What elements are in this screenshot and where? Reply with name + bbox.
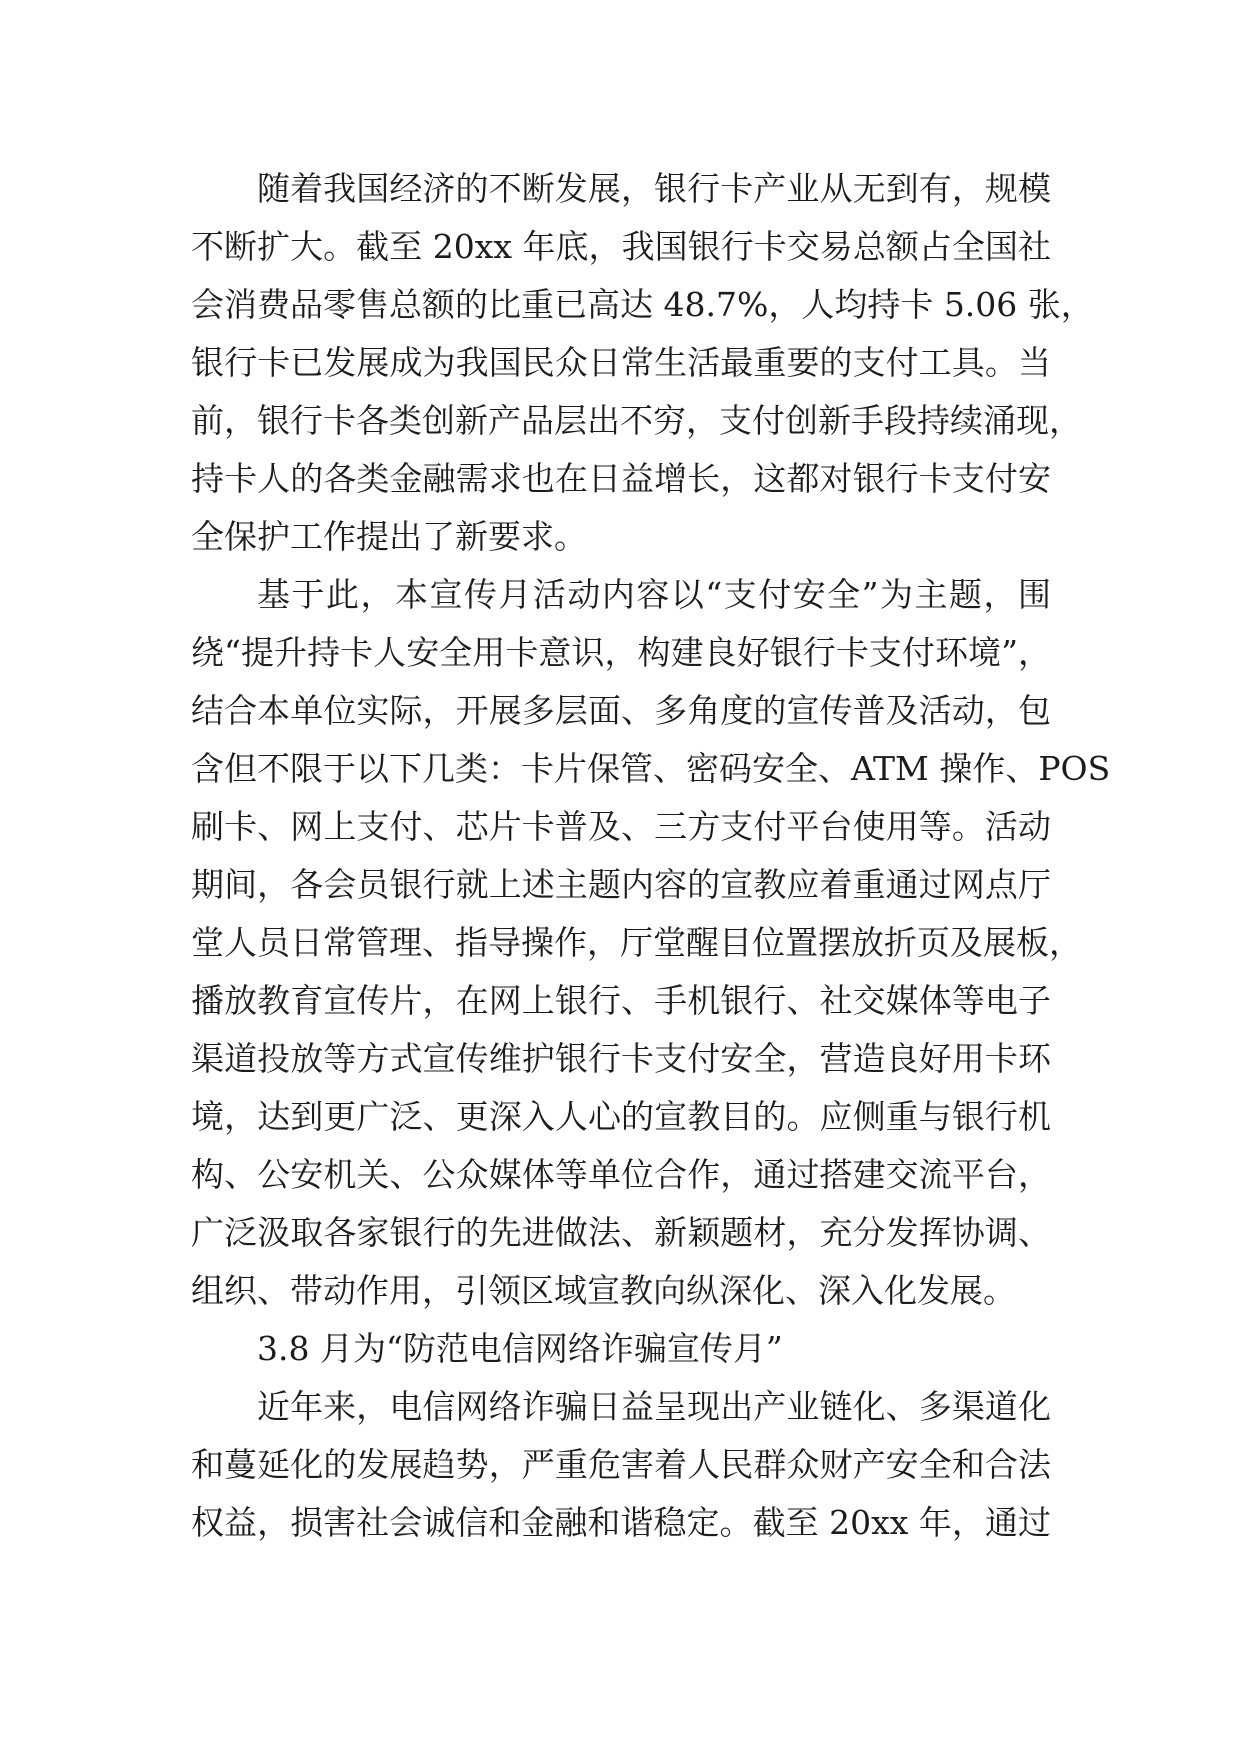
text-line: 组织、带动作用，引领区域宣教向纵深化、深入化发展。	[191, 1271, 1016, 1310]
text-line: 3.8 月为“防范电信网络诈骗宣传月”	[257, 1329, 783, 1368]
text-line: 会消费品零售总额的比重已高达 48.7%，人均持卡 5.06 张，	[191, 285, 1094, 324]
text-line: 随着我国经济的不断发展，银行卡产业从无到有，规模	[257, 169, 1051, 208]
text-line: 渠道投放等方式宣传维护银行卡支付安全，营造良好用卡环	[191, 1039, 1051, 1078]
text-line: 近年来，电信网络诈骗日益呈现出产业链化、多渠道化	[257, 1387, 1051, 1426]
text-line: 期间，各会员银行就上述主题内容的宣教应着重通过网点厅	[191, 865, 1051, 904]
text-line: 银行卡已发展成为我国民众日常生活最重要的支付工具。当	[191, 343, 1051, 382]
text-line: 刷卡、网上支付、芯片卡普及、三方支付平台使用等。活动	[191, 807, 1051, 846]
text-line: 含但不限于以下几类：卡片保管、密码安全、ATM 操作、POS	[191, 749, 1111, 788]
text-line: 堂人员日常管理、指导操作，厅堂醒目位置摆放折页及展板，	[191, 923, 1082, 962]
text-line: 不断扩大。截至 20xx 年底，我国银行卡交易总额占全国社	[191, 227, 1051, 266]
text-line: 结合本单位实际，开展多层面、多角度的宣传普及活动，包	[191, 691, 1051, 730]
text-line: 基于此，本宣传月活动内容以“支付安全”为主题，围	[257, 575, 1051, 614]
text-line: 构、公安机关、公众媒体等单位合作，通过搭建交流平台，	[191, 1155, 1051, 1194]
text-line: 前，银行卡各类创新产品层出不穷，支付创新手段持续涌现，	[191, 401, 1082, 440]
text-line: 绕“提升持卡人安全用卡意识，构建良好银行卡支付环境”，	[191, 633, 1051, 672]
text-line: 权益，损害社会诚信和金融和谐稳定。截至 20xx 年，通过	[191, 1503, 1051, 1542]
text-line: 境，达到更广泛、更深入人心的宣教目的。应侧重与银行机	[191, 1097, 1051, 1136]
text-line: 全保护工作提出了新要求。	[191, 517, 587, 556]
text-line: 播放教育宣传片，在网上银行、手机银行、社交媒体等电子	[191, 981, 1051, 1020]
body-text	[191, 160, 1111, 1552]
text-line: 广泛汲取各家银行的先进做法、新颖题材，充分发挥协调、	[191, 1213, 1051, 1252]
text-line: 和蔓延化的发展趋势，严重危害着人民群众财产安全和合法	[191, 1445, 1051, 1484]
text-line: 持卡人的各类金融需求也在日益增长，这都对银行卡支付安	[191, 459, 1051, 498]
